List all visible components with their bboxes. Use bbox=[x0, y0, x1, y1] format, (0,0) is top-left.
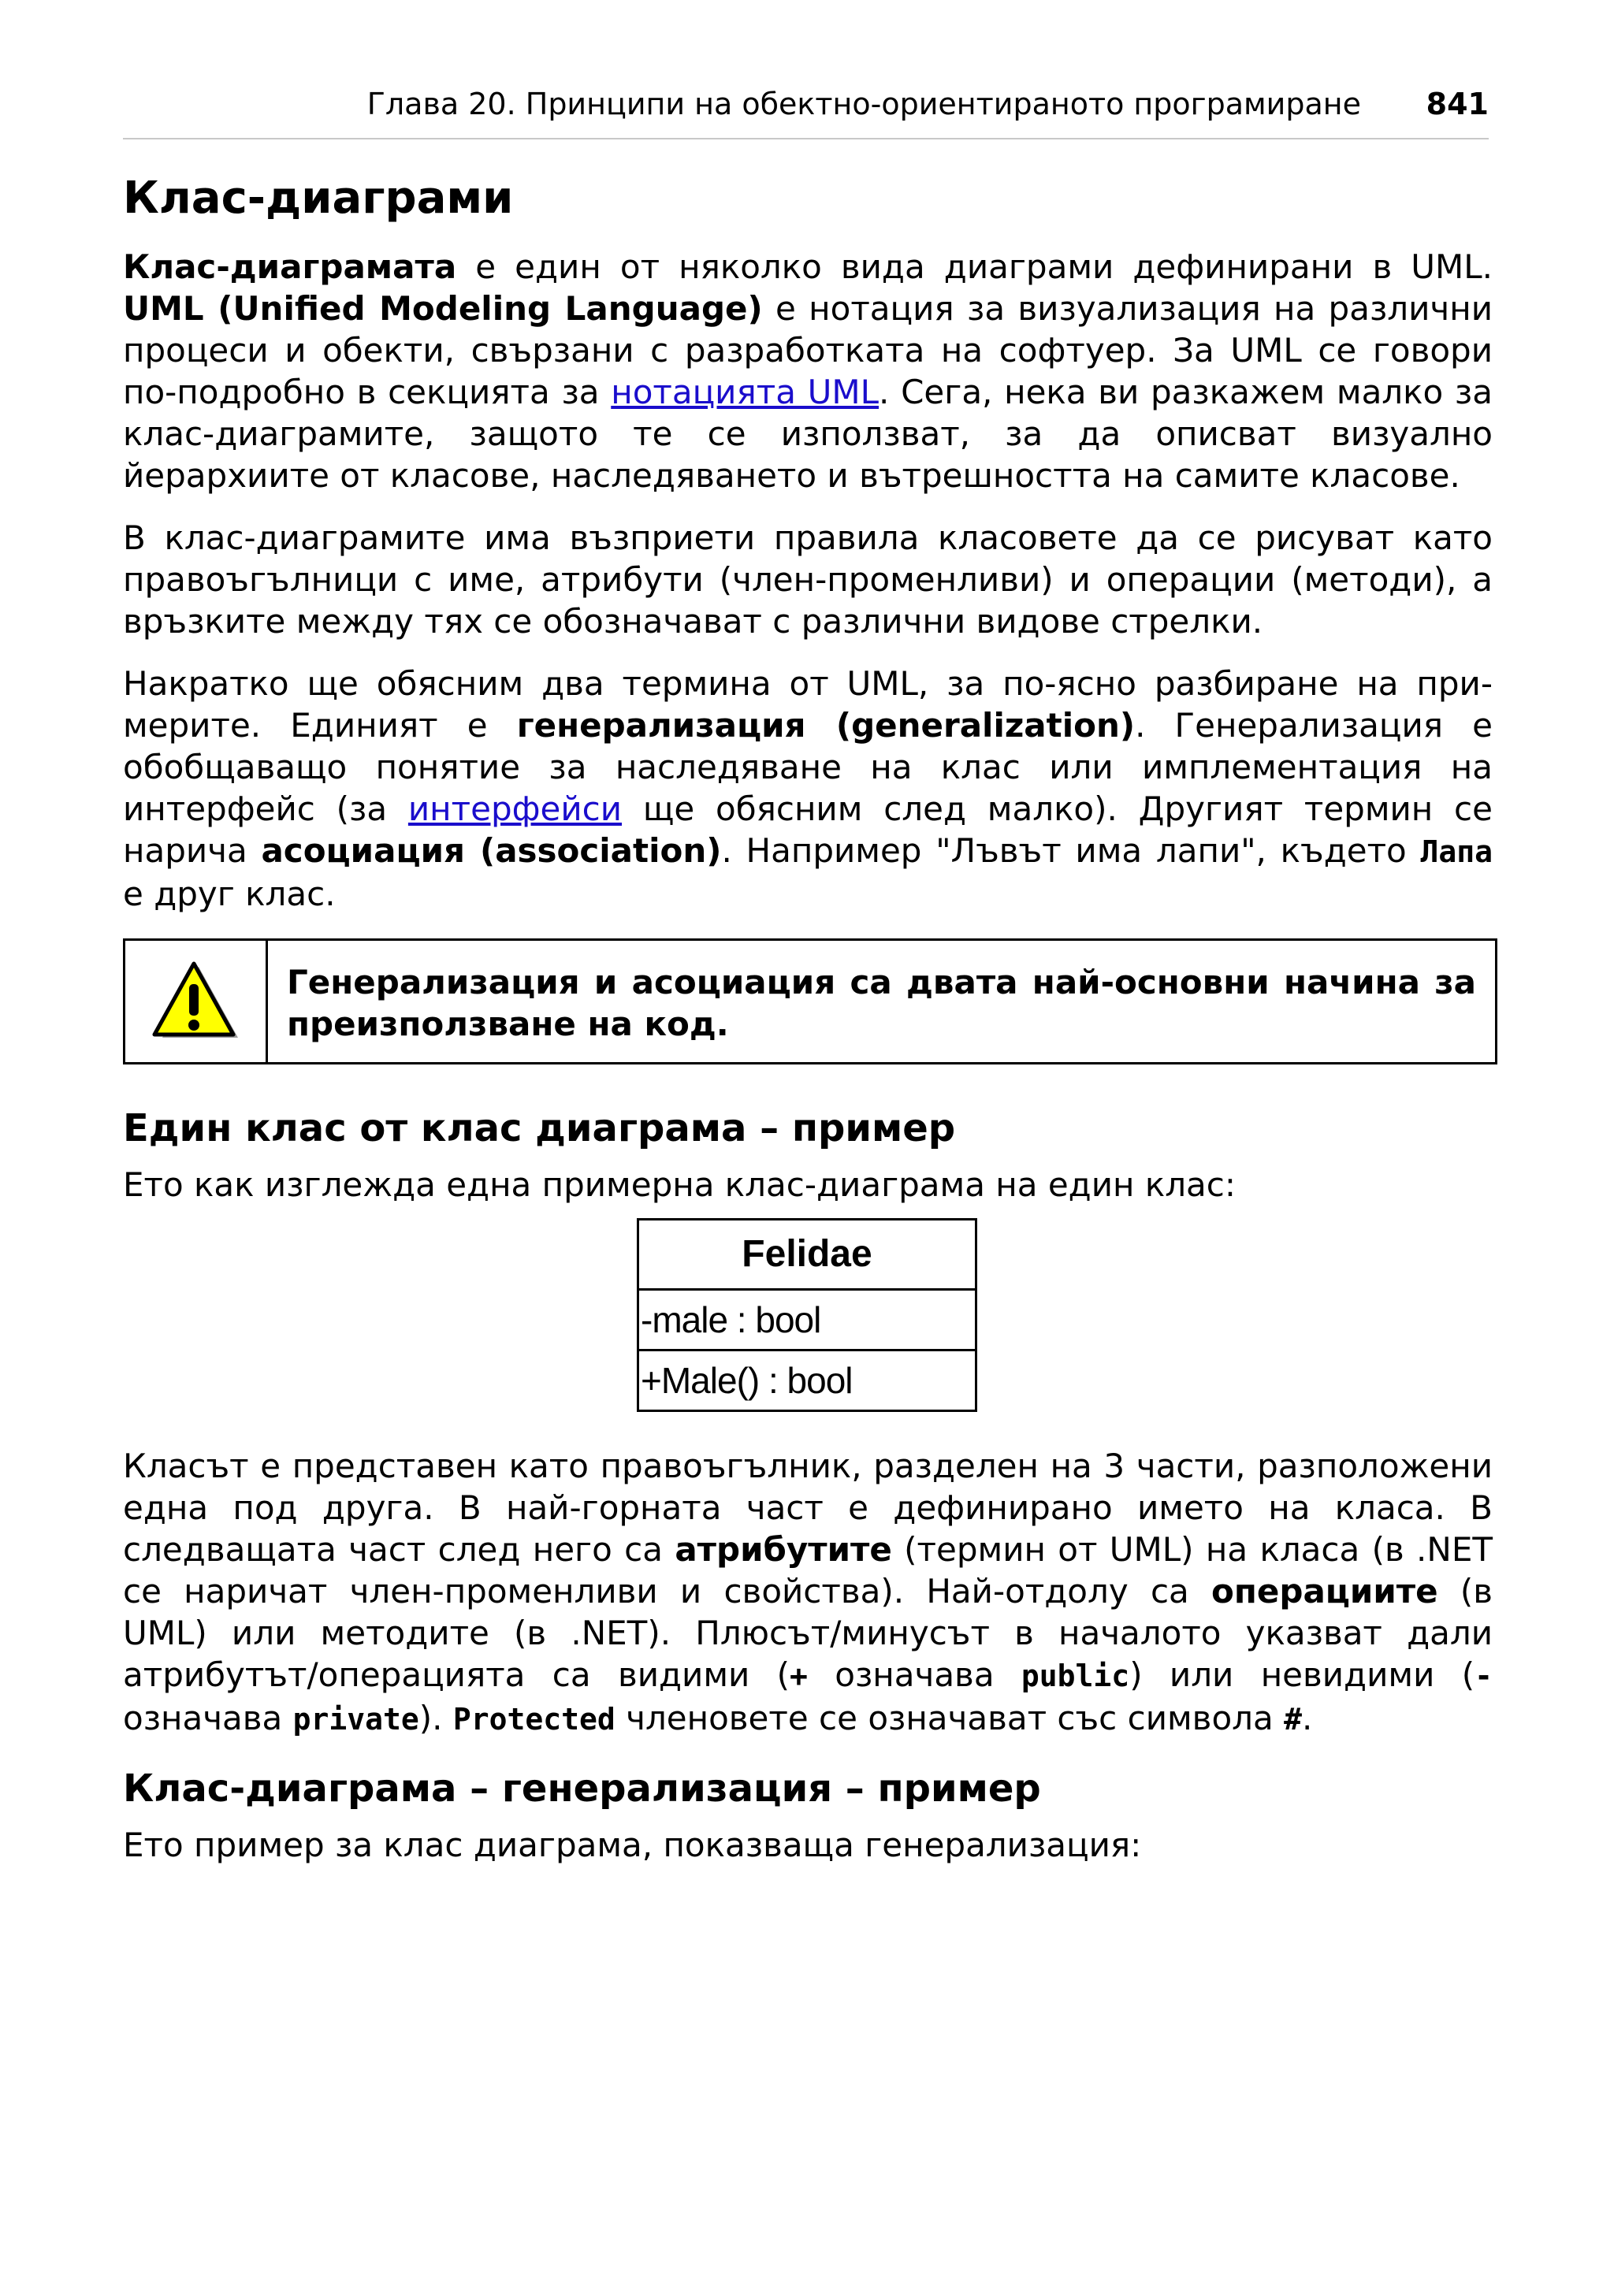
subsection-title-single-class: Един клас от клас диаграма – пример bbox=[123, 1106, 956, 1150]
text: е нотация за визуализация на различни процеси и обекти, свързани с разработката на софтуер. За UML се говори по-подробно в секцията за bbox=[123, 289, 1493, 411]
code-hash: # bbox=[1284, 1702, 1302, 1737]
uml-attribute: -male : bool bbox=[639, 1291, 975, 1351]
text: . bbox=[1301, 1699, 1313, 1737]
text: ще обясним след малко). Другият термин се нарича bbox=[123, 789, 1493, 870]
uml-class-name: Felidae bbox=[639, 1220, 975, 1291]
text: членовете се означават със символа bbox=[615, 1699, 1285, 1737]
note-box bbox=[123, 938, 1497, 1064]
paragraph-terms bbox=[123, 663, 1493, 915]
term-attributes: атрибутите bbox=[675, 1530, 892, 1569]
code-protected: Protected bbox=[452, 1702, 615, 1737]
page-content bbox=[123, 167, 1493, 1886]
warning-icon bbox=[125, 941, 268, 1062]
paragraph-class-explanation bbox=[123, 1445, 1493, 1741]
text: Накратко ще обясним два термина от UML, за по-ясно разбиране на примерите. Единият е bbox=[123, 664, 1493, 745]
term-uml: UML (Unified Modeling Language) bbox=[123, 289, 763, 328]
uml-notation-link[interactable]: нотацията UML bbox=[611, 373, 880, 411]
uml-figure bbox=[123, 1218, 1493, 1415]
term-generalization: генерализация (generalization) bbox=[516, 706, 1136, 745]
text: . Сега, нека ви разкажем малко за клас-диаграмите, защото те се използват, за да описват визуално йерархиите от класове, наследяването и вътрешността на самите класове. bbox=[123, 373, 1493, 495]
term-class-diagram: Клас-диаграмата bbox=[123, 247, 457, 286]
code-private: private bbox=[292, 1702, 419, 1737]
text: (термин от UML) на класа (в .NET се наричат член-променливи и свойства). Най-отдолу са bbox=[123, 1530, 1493, 1611]
section-title: Клас-диаграми bbox=[123, 173, 514, 224]
interfaces-link[interactable]: интерфейси bbox=[407, 789, 623, 828]
text: ) или невидими ( bbox=[1129, 1655, 1475, 1694]
text: ). bbox=[418, 1699, 453, 1737]
note-text: Генерализация и асоциация са двата най-основни начина за преизползване на код. bbox=[287, 963, 1476, 1043]
text: . Генерализация е обобщаващо понятие за наследяване на клас или имплементация на интерфейс (за bbox=[123, 706, 1493, 828]
running-header bbox=[123, 82, 1489, 137]
text: . Например "Лъвът има лапи", където bbox=[721, 831, 1421, 870]
paragraph-example-intro: Ето как изглежда една примерна клас-диаграма на един клас: bbox=[123, 1165, 1237, 1204]
uml-operation: +Male() : bool bbox=[641, 1360, 853, 1401]
text: е друг клас. bbox=[123, 875, 336, 913]
subsection-title-generalization: Клас-диаграма – генерализация – пример bbox=[123, 1767, 1041, 1811]
paragraph-rules: В клас-диаграмите има възприети правила класовете да се рисуват като правоъгълници с име, атрибути (член-променливи) и операции (методи), а връзките между тях се обозначават с различни видове стрелки. bbox=[123, 518, 1493, 641]
text: е един от няколко вида диаграми дефинирани в UML. bbox=[456, 247, 1493, 286]
term-association: асоциация (association) bbox=[261, 831, 722, 870]
chapter-title: Глава 20. Принципи на обектно-ориентираното програмиране bbox=[366, 87, 1361, 121]
text: означава bbox=[123, 1699, 293, 1737]
code-lapa: Лапа bbox=[1420, 834, 1493, 869]
paragraph-generalization-intro: Ето пример за клас диаграма, показваща генерализация: bbox=[123, 1826, 1142, 1864]
code-public: public bbox=[1021, 1659, 1130, 1693]
header-divider bbox=[123, 138, 1489, 139]
page-number: 841 bbox=[1426, 87, 1489, 121]
uml-class-box bbox=[637, 1218, 977, 1412]
text: (в UML) или методите (в .NET). Плюсът/минусът в началото указват дали атрибутът/операцията са видими ( bbox=[123, 1572, 1493, 1694]
code-minus: - bbox=[1475, 1659, 1493, 1693]
text: Класът е представен като правоъгълник, разделен на 3 части, разположени една под друга. В най-горната част е дефинирано името на класа. В следващата част след него са bbox=[123, 1447, 1493, 1569]
code-plus: + bbox=[790, 1659, 808, 1693]
text: означава bbox=[807, 1655, 1021, 1694]
term-operations: операциите bbox=[1211, 1572, 1438, 1611]
paragraph-intro bbox=[123, 246, 1493, 496]
